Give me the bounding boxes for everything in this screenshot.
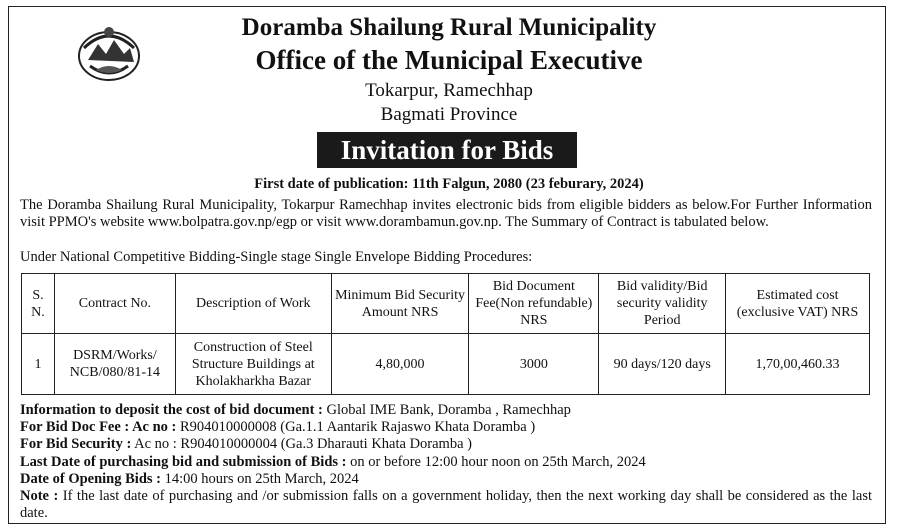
- security-value: Ac no : R904010000004 (Ga.3 Dharauti Khata Doramba ): [131, 436, 472, 453]
- deposit-label: Information to deposit the cost of bid document :: [20, 402, 323, 418]
- header-contract-no: Contract No.: [54, 274, 175, 334]
- opening-value: 14:00 hours on 25th March, 2024: [161, 470, 359, 487]
- publication-date: First date of publication: 11th Falgun, 2080 (23 feburary, 2024): [254, 176, 644, 192]
- cell-sn: 1: [22, 334, 55, 395]
- security-label: For Bid Security :: [20, 436, 132, 453]
- last-date-value: on or before 12:00 hour noon on 25th March, 2024: [346, 453, 646, 470]
- cell-estimated-cost: 1,70,00,460.33: [726, 334, 870, 395]
- cell-validity: 90 days/120 days: [599, 334, 726, 395]
- procedure-text: Under National Competitive Bidding-Single stage Single Envelope Bidding Procedures:: [20, 249, 533, 265]
- doc-fee-label: For Bid Doc Fee : Ac no :: [20, 419, 177, 436]
- bid-information: [20, 402, 872, 522]
- table-header-row: [22, 274, 870, 334]
- contract-summary-table: [21, 273, 870, 395]
- opening-info: [20, 471, 872, 488]
- deposit-info: [20, 402, 872, 419]
- header-estimated-cost: Estimated cost (exclusive VAT) NRS: [726, 274, 870, 334]
- cell-description: Construction of Steel Structure Buildings at Kholakharkha Bazar: [175, 334, 331, 395]
- table-row: [22, 334, 870, 395]
- header-validity: Bid validity/Bid security validity Period: [599, 274, 726, 334]
- security-info: [20, 436, 872, 453]
- deposit-value: Global IME Bank, Doramba , Ramechhap: [322, 402, 571, 418]
- doc-fee-value: R904010000008 (Ga.1.1 Aantarik Rajaswo Khata Doramba ): [176, 419, 536, 436]
- note-value: If the last date of purchasing and /or submission falls on a government holiday, then the next working day shall be considered as the last date.: [20, 488, 872, 522]
- cell-doc-fee: 3000: [469, 334, 599, 395]
- office-address: Tokarpur, Ramechhap: [365, 80, 533, 101]
- office-name: Office of the Municipal Executive: [255, 45, 643, 75]
- cell-bid-security: 4,80,000: [331, 334, 469, 395]
- opening-label: Date of Opening Bids :: [20, 470, 161, 487]
- header-doc-fee: Bid Document Fee(Non refundable) NRS: [469, 274, 599, 334]
- note-info: [20, 488, 872, 522]
- last-date-info: [20, 454, 872, 471]
- cell-contract-no: DSRM/Works/ NCB/080/81-14: [54, 334, 175, 395]
- intro-paragraph: The Doramba Shailung Rural Municipality, Tokarpur Ramechhap invites electronic bids from eligible bidders as below.For Further Information visit PPMO's website www.bolpatra.gov.np/egp or visit www.dorambamun.gov.np. The Summary of Contract is tabulated below.: [20, 197, 872, 230]
- doc-fee-info: [20, 419, 872, 436]
- note-label: Note :: [20, 488, 59, 505]
- header-bid-security: Minimum Bid Security Amount NRS: [331, 274, 469, 334]
- notice-title: Invitation for Bids: [317, 132, 577, 168]
- municipality-name: Doramba Shailung Rural Municipality: [241, 14, 657, 41]
- province-name: Bagmati Province: [380, 104, 518, 125]
- last-date-label: Last Date of purchasing bid and submission of Bids :: [20, 453, 347, 470]
- header-description: Description of Work: [175, 274, 331, 334]
- header-sn: S. N.: [22, 274, 55, 334]
